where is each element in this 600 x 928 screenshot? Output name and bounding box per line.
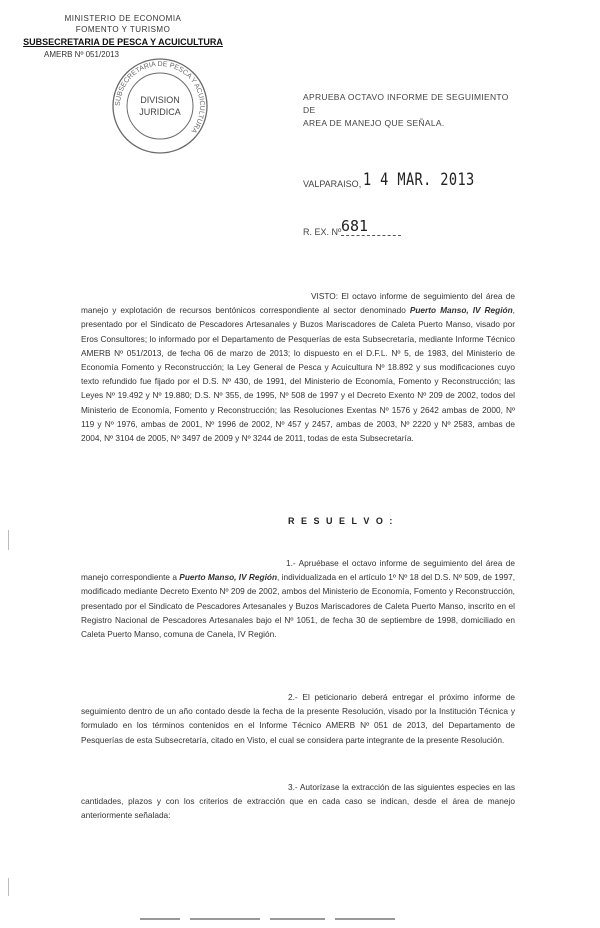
resolution-item-1 [81,556,515,641]
resolution-subject [303,91,523,130]
subject-line-1: APRUEBA OCTAVO INFORME DE SEGUIMIENTO DE [303,92,509,115]
date-row [303,170,503,200]
stamp-inner-ring [127,73,193,139]
item-2-text: 2.- El peticionario deberá entregar el próximo informe de seguimiento dentro de un año contado desde la fecha de la presente Resolución, visado por la Institución Técnica y formulado en los términos contenidos en el Informe Técnico AMERB Nº 051 de 2013, del Departamento de Pesquerías de esta Subsecretaría, citado en Visto, el cual se considera parte integrante de la presente Resolución. [81,692,515,745]
cut-stroke [270,918,325,920]
ministry-name: MINISTERIO DE ECONOMIA [64,14,182,23]
scan-margin-mark-bottom [8,878,9,896]
visto-paragraph [81,289,515,445]
resolution-number [303,215,503,245]
scan-margin-mark [8,530,9,550]
subject-line-2: AREA DE MANEJO QUE SEÑALA. [303,118,445,128]
rex-label: R. EX. Nº [303,227,342,237]
resolution-item-2 [81,690,515,747]
resolution-item-3 [81,780,515,823]
cut-stroke [140,918,180,920]
letterhead [18,14,228,59]
item-1-text: , individualizada en el artículo 1º Nº 18 del D.S. Nº 509, de 1997, modificado mediante Decreto Exento Nº 209 de 2002, ambos del Ministerio de Economía, Fomento y Reconstrucción, presentado por el Sindicato de Pescadores Artesanales y Buzos Mariscadores de Caleta Puerto Manso, inscrito en el Registro Nacional de Pescadores Artesanales bajo el Nº 1051, de fecha 30 de septiembre de 1998, domiciliado en Caleta Puerto Manso, comuna de Canela, IV Región. [81,572,516,640]
rex-number-value: 681 [341,217,369,235]
item-3-text: 3.- Autorízase la extracción de las siguientes especies en las cantidades, plazos y con los criterios de extracción que en cada caso se indican, desde el área de manejo anteriormente señalada: [81,782,515,821]
city-label: VALPARAISO, [303,179,362,189]
date-stamp: 1 4 MAR. 2013 [363,170,475,190]
visto-text-a: El octavo informe de seguimiento del área de manejo y explotación de recursos bentónicos correspondiente al sector denominado [81,291,515,316]
cut-stroke [335,918,395,920]
visto-lead: VISTO: [311,291,339,301]
visto-place: Puerto Manso, IV Región [409,305,513,316]
resuelvo-heading: R E S U E L V O : [288,516,395,526]
cut-stroke [190,918,260,920]
item-1-place: Puerto Manso, IV Región [179,572,278,583]
subsecretaria-name: SUBSECRETARIA DE PESCA Y ACUICULTURA [23,37,223,47]
rex-underline [341,235,401,236]
page-bottom-cut-text [140,910,440,916]
visto-text-b: , presentado por el Sindicato de Pescadores Artesanales y Buzos Mariscadores de Caleta Puerto Manso, visado por Eros Consultores; lo informado por el Departamento de Pesquerías de esta Subsecretaría, mediante Informe Técnico AMERB Nº 051/2013, de fecha 06 de marzo de 2013; lo dispuesto en el D.F.L. Nº 5, de 1983, del Ministerio de Economía Fomento y Reconstrucción; la Ley General de Pesca y Acuicultura Nº 18.892 y sus modificaciones cuyo texto refundido fue fijado por el D.S. Nº 430, de 1991, del Ministerio de Economía, Fomento y Reconstrucción; las Leyes Nº 19.492 y Nº 19.880; D.S. Nº 355, de 1995, Nº 508 de 1997 y el Decreto Exento Nº 209 de 2002, todos del Ministerio de Economía, Fomento y Reconstrucción; las Resoluciones Exentas Nº 1576 y 2642 ambas de 2000, Nº 119 y Nº 1976, ambas de 2001, Nº 1996 de 2002, Nº 457 y 2457, ambas de 2003, Nº 2220 y Nº 2583, ambas de 2004, Nº 3104 de 2005, Nº 3497 de 2009 y Nº 3244 de 2011, todas de esta Subsecretaría. [81,305,515,444]
reference-code: AMERB Nº 051/2013 [44,50,119,59]
ministry-subtitle: FOMENTO Y TURISMO [75,25,171,34]
item-1-lead: 1.- Apruébase el octavo informe de seguimiento del área de manejo correspondiente a [81,558,515,583]
stamp-ring-text: SUBSECRETARIA DE PESCA Y ACUICULTURA [114,60,206,135]
division-juridica-stamp [110,56,210,156]
stamp-line-1: DIVISION [140,95,180,105]
stamp-line-2: JURIDICA [139,107,181,117]
